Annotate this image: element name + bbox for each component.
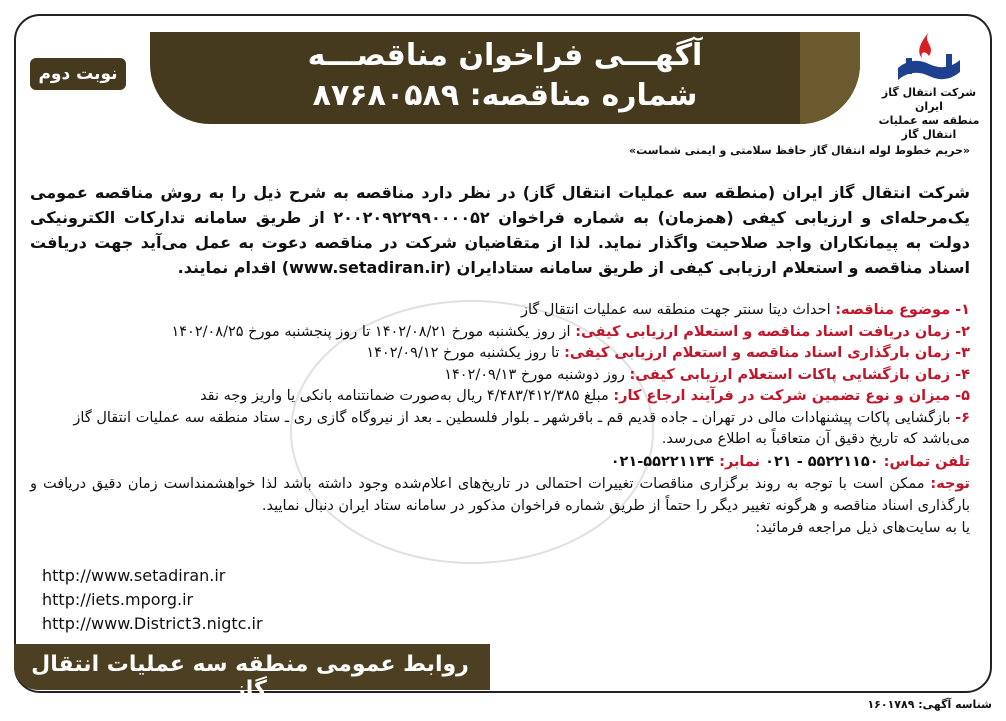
detail-text: مبلغ ۴/۴۸۳/۴۱۲/۳۸۵ ریال به‌صورت ضمانتنامه بانکی یا واریز وجه نقد: [200, 388, 614, 404]
phone-label: تلفن تماس:: [883, 453, 970, 470]
detail-label: ۴- زمان بازگشایی پاکات استعلام ارزیابی کیفی:: [629, 366, 970, 383]
detail-label: ۶-: [955, 409, 970, 426]
note-paragraph: [30, 473, 970, 517]
intro-paragraph: شرکت انتقال گاز ایران (منطقه سه عملیات انتقال گاز) در نظر دارد مناقصه به شرح ذیل را به روش مناقصه عمومی یک‌مرحله‌ای و ارزیابی کیفی (همزمان) به شماره فراخوان ۲۰۰۲۰۹۲۲۹۹۰۰۰۰۵۲ از طریق سامانه تدارکات الکترونیکی دولت به پیمانکاران واجد صلاحیت واگذار نماید. لذا از متقاضیان شرکت در مناقصه دعوت به عمل می‌آید جهت دریافت اسناد مناقصه و استعلام ارزیابی کیفی از طریق سامانه ستادایران (www.setadiran.ir) اقدام نمایند.: [30, 183, 970, 277]
round-badge: نوبت دوم: [30, 58, 126, 90]
phone-value: ۵۵۲۲۱۱۵۰ - ۰۲۱: [760, 453, 884, 470]
detail-item: [30, 365, 970, 387]
company-name-line: شرکت انتقال گاز ایران: [881, 86, 977, 113]
note-label: توجه:: [930, 475, 970, 492]
detail-text: از روز یکشنبه مورخ ۱۴۰۲/۰۸/۲۱ تا روز پنجشنبه مورخ ۱۴۰۲/۰۸/۲۵: [171, 323, 576, 340]
website-links: [42, 564, 442, 636]
link-iets[interactable]: http://iets.mporg.ir: [42, 590, 194, 609]
footer-public-relations: روابط عمومی منطقه سه عملیات انتقال گاز: [31, 652, 469, 702]
detail-label: ۱- موضوع مناقصه:: [835, 302, 970, 318]
company-unit-line: انتقال گاز: [901, 128, 957, 141]
safety-slogan: «حریم خطوط لوله انتقال گاز حافظ سلامتی و ایمنی شماست»: [629, 144, 970, 157]
ad-identifier: شناسه آگهی: ۱۶۰۱۷۸۹: [867, 698, 992, 711]
ad-title: آگهـــی فراخوان مناقصـــه: [307, 38, 703, 73]
company-logo-block: [870, 28, 988, 142]
detail-text: بازگشایی پاکات پیشنهادات مالی در تهران ـ جاده قدیم قم ـ باقرشهر ـ بلوار فلسطین ـ بعد از نیروگاه گازی ری ـ ستاد منطقه سه عملیات انتقال گاز می‌باشد که تاریخ دقیق آن متعاقباً به اطلاع می‌رسد.: [73, 409, 970, 447]
see-sites-line: یا به سایت‌های ذیل مراجعه فرمائید:: [755, 519, 970, 536]
contact-line: [30, 451, 970, 473]
tender-number: شماره مناقصه: ۸۷۶۸۰۵۸۹: [312, 78, 698, 113]
nigc-flame-logo-icon: [892, 28, 966, 86]
fax-label: نمابر:: [719, 453, 761, 470]
detail-item: [30, 343, 970, 365]
detail-text: تا روز یکشنبه مورخ ۱۴۰۲/۰۹/۱۲: [366, 345, 565, 361]
detail-label: ۵- میزان و نوع تضمین شرکت در فرآیند ارجاع کار:: [613, 388, 970, 404]
detail-text: روز دوشنبه مورخ ۱۴۰۲/۰۹/۱۳: [444, 366, 630, 383]
detail-item: [30, 386, 970, 408]
detail-label: ۲- زمان دریافت اسناد مناقصه و استعلام ارزیابی کیفی:: [575, 323, 970, 340]
detail-label: ۳- زمان بارگذاری اسناد مناقصه و استعلام ارزیابی کیفی:: [564, 345, 970, 361]
tender-details: [30, 300, 970, 539]
link-district3[interactable]: http://www.District3.nigtc.ir: [42, 614, 263, 633]
note-text: ممکن است با توجه به روند برگزاری مناقصات تغییرات احتمالی در تاریخ‌های اعلام‌شده وجود داشته باشد لذا خواهشمنداست زمان دقیق دریافت و بارگذاری اسناد مناقصه و هرگونه تغییر دیگر را حتماً از طریق شماره فراخوان مذکور در سامانه ستاد ایران دنبال نمایید.: [30, 475, 970, 514]
detail-item: [30, 408, 970, 451]
detail-item: [30, 322, 970, 344]
fax-value: ۵۵۲۲۱۱۳۴-۰۲۱: [610, 453, 720, 470]
link-setadiran[interactable]: http://www.setadiran.ir: [42, 566, 226, 585]
detail-text: احداث دیتا سنتر جهت منطقه سه عملیات انتقال گاز: [520, 302, 836, 318]
company-region-line: منطقه سه عملیات: [878, 114, 980, 127]
detail-item: [30, 300, 970, 322]
